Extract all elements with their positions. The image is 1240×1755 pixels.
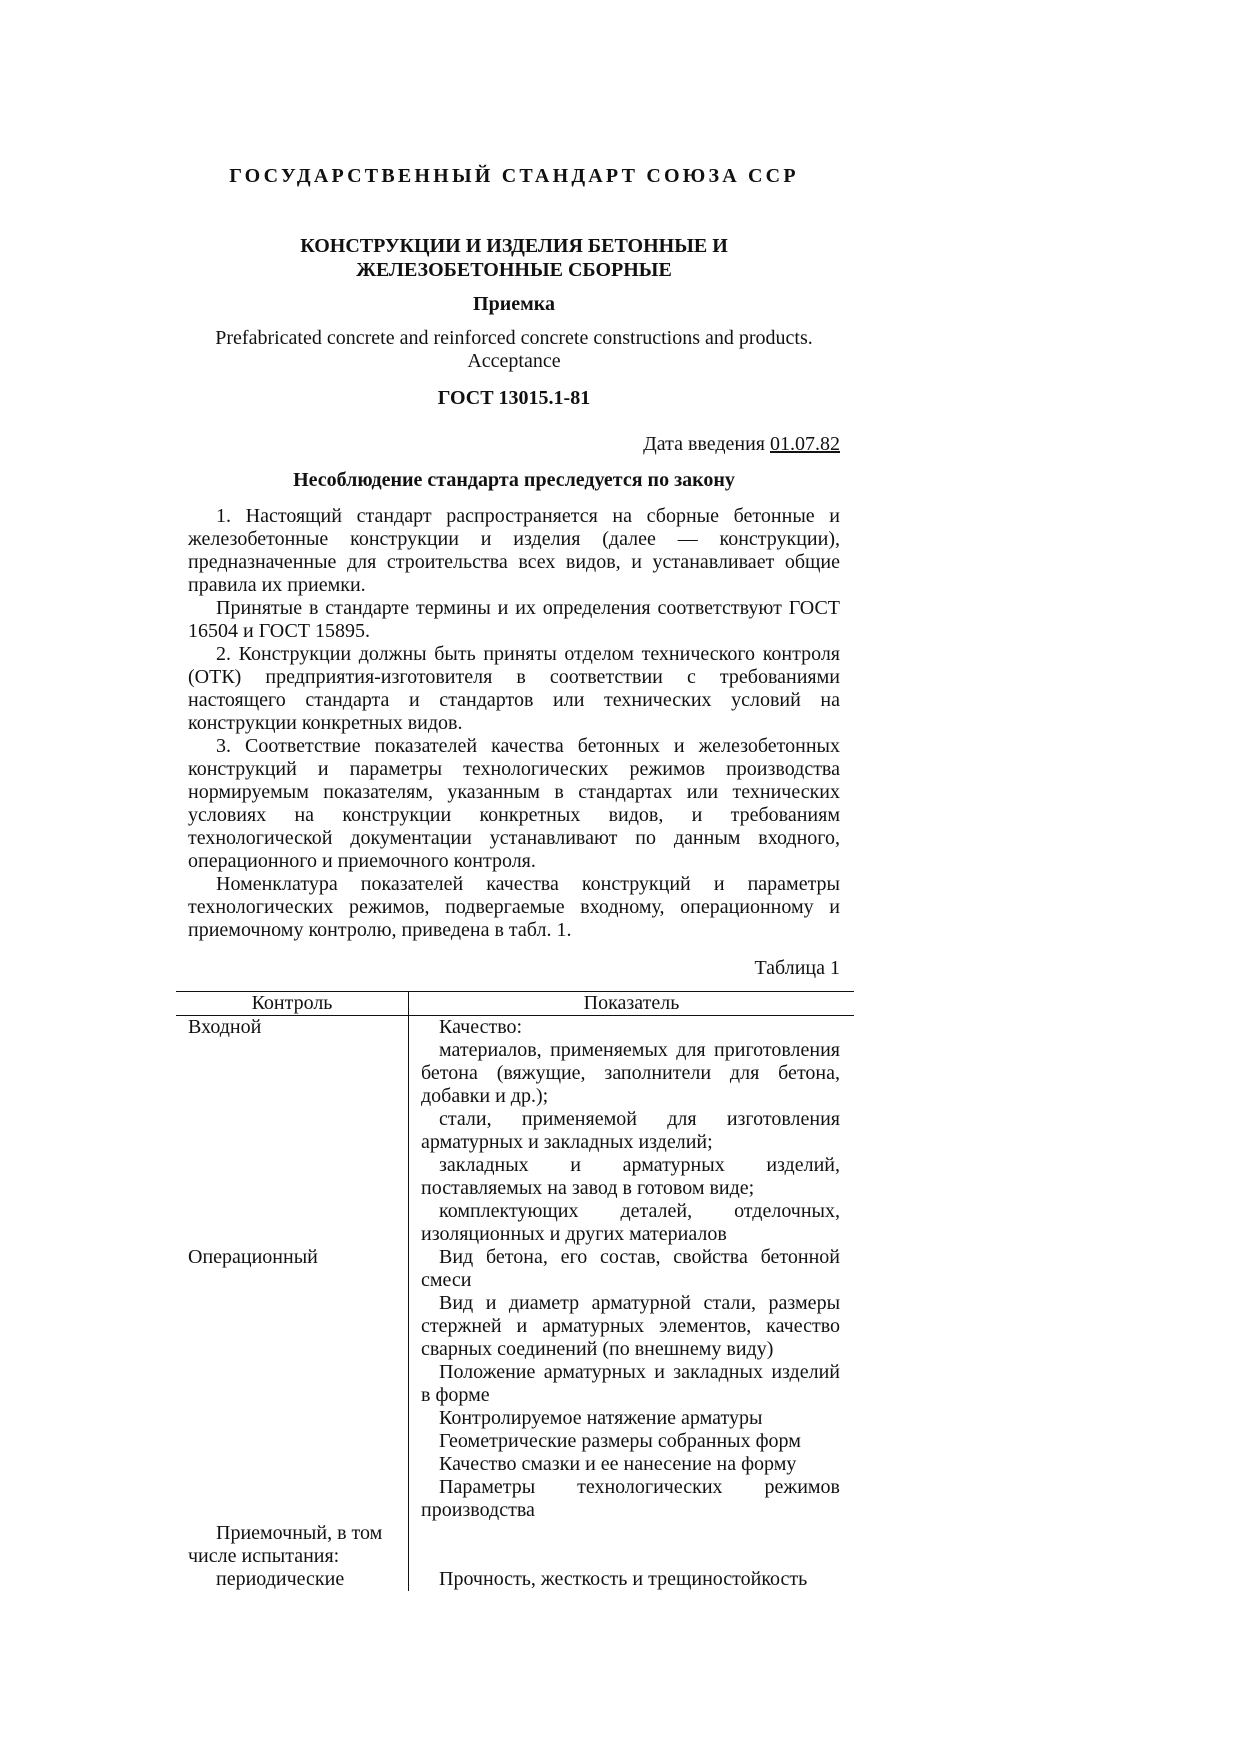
control-cell	[176, 1568, 409, 1591]
indicator-item: Контролируемое натяжение арматуры	[439, 1407, 763, 1429]
main-title-line-1: КОНСТРУКЦИИ И ИЗДЕЛИЯ БЕТОННЫЕ И	[300, 235, 728, 257]
table-row	[176, 1246, 854, 1522]
control-type-periodic: периодические	[216, 1568, 345, 1590]
column-header-control: Контроль	[176, 992, 409, 1016]
control-indicators-table	[176, 991, 854, 1591]
control-type-acceptance: Приемочный, в том числе испытания:	[188, 1522, 383, 1567]
indicator-item: Параметры технологических режимов производства	[421, 1476, 840, 1521]
indicator-item: Качество смазки и ее нанесение на форму	[439, 1453, 797, 1475]
table-row	[176, 1568, 854, 1591]
indicator-item: Геометрические размеры собранных форм	[439, 1430, 801, 1452]
indicator-item: материалов, применяемых для приготовления бетона (вяжущие, заполнители для бетона, добавки и др.);	[421, 1039, 840, 1107]
intro-date-label: Дата введения	[643, 433, 770, 455]
table-caption: Таблица 1	[754, 957, 840, 979]
english-title	[188, 327, 840, 373]
gost-number: ГОСТ 13015.1-81	[437, 387, 591, 409]
table-header-row	[176, 992, 854, 1016]
indicator-item: закладных и арматурных изделий, поставляемых на завод в готовом виде;	[421, 1154, 840, 1199]
paragraph-4: 3. Соответствие показателей качества бетонных и железобетонных конструкций и параметры технологических режимов производства нормируемым показателям, указанным в стандартах или технических условиях на конструкции конкретных видов, и требованиям технологической документации устанавливают по данным входного, операционного и приемочного контроля.	[188, 735, 840, 872]
table-1	[176, 991, 854, 1591]
document-subtitle: Приемка	[473, 293, 555, 315]
introduction-date	[188, 433, 840, 456]
indicator-cell	[409, 1246, 855, 1522]
legal-warning: Несоблюдение стандарта преследуется по закону	[293, 469, 735, 491]
main-title-line-2: ЖЕЛЕЗОБЕТОННЫЕ СБОРНЫЕ	[356, 259, 672, 281]
paragraph-1: 1. Настоящий стандарт распространяется на сборные бетонные и железобетонные конструкции и изделия (далее — конструкции), предназначенные для строительства всех видов, и устанавливает общие правила их приемки.	[188, 505, 840, 596]
indicator-item: Прочность, жесткость и трещиностойкость	[439, 1568, 808, 1590]
body-text	[188, 505, 840, 942]
indicator-item: Вид бетона, его состав, свойства бетонной смеси	[421, 1246, 840, 1291]
intro-date-value: 01.07.82	[770, 433, 840, 455]
column-header-indicator: Показатель	[409, 992, 855, 1016]
paragraph-3: 2. Конструкции должны быть приняты отделом технического контроля (ОТК) предприятия-изготовителя в соответствии с требованиями настоящего стандарта и стандартов или технических условий на конструкции конкретных видов.	[188, 643, 840, 734]
paragraph-5: Номенклатура показателей качества конструкций и параметры технологических режимов, подвергаемые входному, операционному и приемочному контролю, приведена в табл. 1.	[188, 873, 840, 941]
table-row	[176, 1522, 854, 1568]
english-title-line-2: Acceptance	[467, 350, 561, 372]
state-standard-title: ГОСУДАРСТВЕННЫЙ СТАНДАРТ СОЮЗА ССР	[229, 165, 799, 187]
control-cell	[176, 1016, 409, 1247]
document-main-title	[188, 234, 840, 282]
english-title-line-1: Prefabricated concrete and reinforced concrete constructions and products.	[215, 327, 813, 349]
paragraph-2: Принятые в стандарте термины и их определения соответствуют ГОСТ 16504 и ГОСТ 15895.	[188, 597, 840, 642]
indicator-item: Вид и диаметр арматурной стали, размеры стержней и арматурных элементов, качество сварных соединений (по внешнему виду)	[421, 1292, 840, 1360]
control-cell	[176, 1522, 409, 1568]
indicator-item: стали, применяемой для изготовления арматурных и закладных изделий;	[421, 1108, 840, 1153]
indicator-cell	[409, 1522, 855, 1568]
indicator-item: Качество:	[439, 1016, 523, 1038]
indicator-cell	[409, 1016, 855, 1247]
indicator-item: Положение арматурных и закладных изделий в форме	[421, 1361, 840, 1406]
indicator-item: комплектующих деталей, отделочных, изоляционных и других материалов	[421, 1200, 840, 1245]
indicator-cell	[409, 1568, 855, 1591]
table-row	[176, 1016, 854, 1247]
control-type-input: Входной	[188, 1016, 262, 1038]
control-cell	[176, 1246, 409, 1522]
control-type-operational: Операционный	[188, 1246, 318, 1268]
